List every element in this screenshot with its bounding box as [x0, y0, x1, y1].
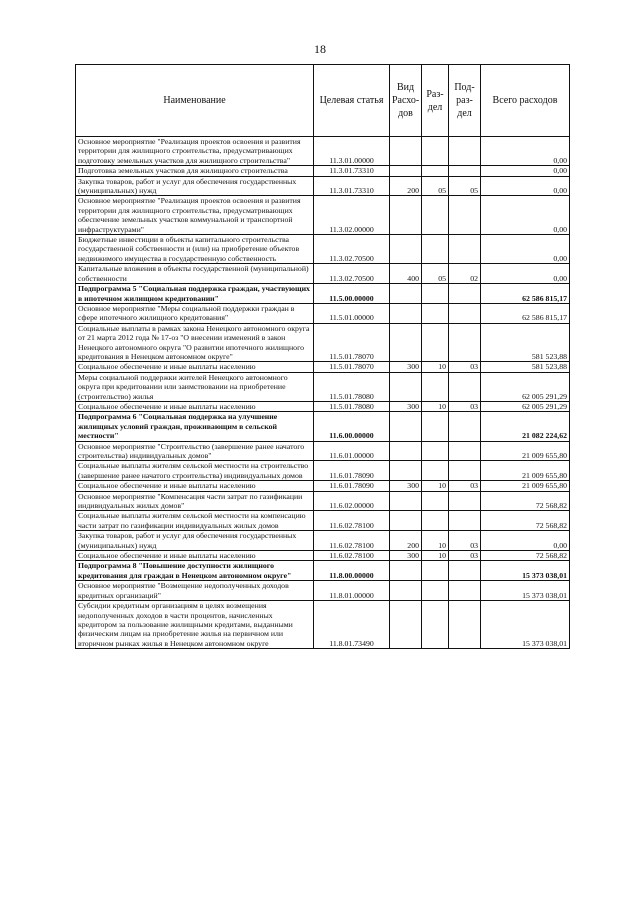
cell-name: Основное мероприятие "Меры социальной поддержки граждан в сфере ипотечного жилищного кредитования": [76, 303, 314, 323]
cell-code: 11.3.02.70500: [314, 235, 390, 264]
cell-vid: [390, 235, 422, 264]
cell-podrazdel: [449, 441, 481, 461]
cell-total: 0,00: [481, 264, 570, 284]
table-row: [76, 323, 570, 362]
header-vid: Вид Расхо-дов: [390, 65, 422, 137]
cell-code: 11.5.01.78080: [314, 372, 390, 401]
cell-vid: [390, 372, 422, 401]
cell-total: 21 009 655,80: [481, 461, 570, 481]
cell-name: Основное мероприятие "Возмещение недополученных доходов кредитных организаций": [76, 581, 314, 601]
table-row: [76, 461, 570, 481]
cell-total: 72 568,82: [481, 551, 570, 561]
table-row: [76, 531, 570, 551]
cell-code: 11.5.01.00000: [314, 303, 390, 323]
cell-total: 72 568,82: [481, 491, 570, 511]
cell-total: 62 005 291,29: [481, 401, 570, 411]
cell-name: Социальные выплаты в рамках закона Ненецкого автономного округа от 21 марта 2012 года № 17-оз "О внесении изменений в закон Ненецкого автономного округа "О развитии ипотечного жилищного кредитования в Ненецком автономном округе": [76, 323, 314, 362]
cell-name: Социальное обеспечение и иные выплаты населению: [76, 362, 314, 372]
cell-total: 21 082 224,62: [481, 412, 570, 441]
cell-vid: [390, 581, 422, 601]
cell-razdel: [422, 412, 449, 441]
cell-podrazdel: [449, 372, 481, 401]
cell-podrazdel: [449, 166, 481, 176]
cell-name: Основное мероприятие "Реализация проектов освоения и развития территории для жилищного строительства, предусматривающих обеспечение земельных участков коммунальной и транспортной инфраструктурами": [76, 196, 314, 235]
cell-podrazdel: [449, 303, 481, 323]
cell-code: 11.5.00.00000: [314, 284, 390, 304]
cell-vid: 200: [390, 531, 422, 551]
cell-podrazdel: 03: [449, 362, 481, 372]
cell-razdel: 10: [422, 481, 449, 491]
cell-razdel: 05: [422, 176, 449, 196]
cell-podrazdel: [449, 235, 481, 264]
cell-code: 11.6.01.78090: [314, 461, 390, 481]
cell-total: 0,00: [481, 137, 570, 166]
cell-code: 11.3.01.73310: [314, 176, 390, 196]
cell-total: 0,00: [481, 531, 570, 551]
cell-podrazdel: 03: [449, 401, 481, 411]
table-row: [76, 441, 570, 461]
cell-name: Подпрограмма 6 "Социальная поддержка на улучшение жилищных условий граждан, проживающим в сельской местности": [76, 412, 314, 441]
cell-total: 21 009 655,80: [481, 441, 570, 461]
cell-vid: [390, 284, 422, 304]
cell-razdel: 10: [422, 551, 449, 561]
cell-vid: [390, 441, 422, 461]
cell-total: 62 586 815,17: [481, 284, 570, 304]
cell-vid: 300: [390, 551, 422, 561]
table-row: [76, 401, 570, 411]
cell-code: 11.3.01.00000: [314, 137, 390, 166]
table-row: [76, 491, 570, 511]
table-row: [76, 511, 570, 531]
cell-name: Социальные выплаты жителям сельской местности на строительство (завершение ранее начатого строительства) индивидуальных домов: [76, 461, 314, 481]
cell-code: 11.8.00.00000: [314, 561, 390, 581]
cell-podrazdel: [449, 284, 481, 304]
cell-podrazdel: [449, 511, 481, 531]
header-razdel: Раз-дел: [422, 65, 449, 137]
cell-total: 581 523,88: [481, 362, 570, 372]
header-name: Наименование: [76, 65, 314, 137]
cell-code: 11.5.01.78070: [314, 323, 390, 362]
cell-total: 0,00: [481, 166, 570, 176]
cell-vid: [390, 323, 422, 362]
cell-total: 62 005 291,29: [481, 372, 570, 401]
cell-code: 11.6.01.00000: [314, 441, 390, 461]
cell-total: 0,00: [481, 235, 570, 264]
cell-vid: 300: [390, 401, 422, 411]
cell-podrazdel: [449, 196, 481, 235]
cell-name: Основное мероприятие "Реализация проектов освоения и развития территории для жилищного строительства, предусматривающих подготовку земельных участков для жилищного строительства": [76, 137, 314, 166]
cell-name: Подпрограмма 5 "Социальная поддержка граждан, участвующих в ипотечном жилищном кредитовании": [76, 284, 314, 304]
cell-name: Бюджетные инвестиции в объекты капитального строительства государственной собственности и (или) на приобретение объектов недвижимого имущества в государственную собственность: [76, 235, 314, 264]
cell-vid: [390, 196, 422, 235]
cell-razdel: [422, 561, 449, 581]
cell-vid: [390, 303, 422, 323]
table-row: [76, 362, 570, 372]
cell-vid: [390, 601, 422, 649]
cell-name: Подпрограмма 8 "Повышение доступности жилищного кредитования для граждан в Ненецком автономном округе": [76, 561, 314, 581]
cell-podrazdel: [449, 461, 481, 481]
cell-name: Социальное обеспечение и иные выплаты населению: [76, 401, 314, 411]
header-podrazdel: Под-раз-дел: [449, 65, 481, 137]
cell-code: 11.3.01.73310: [314, 166, 390, 176]
cell-razdel: [422, 323, 449, 362]
table-row: [76, 581, 570, 601]
cell-razdel: [422, 284, 449, 304]
cell-code: 11.6.02.78100: [314, 511, 390, 531]
cell-name: Социальные выплаты жителям сельской местности на компенсацию части затрат по газификации индивидуальных жилых домов: [76, 511, 314, 531]
table-row: [76, 264, 570, 284]
cell-podrazdel: [449, 137, 481, 166]
table-row: [76, 601, 570, 649]
cell-code: 11.3.02.00000: [314, 196, 390, 235]
cell-podrazdel: 03: [449, 531, 481, 551]
cell-podrazdel: 03: [449, 551, 481, 561]
table-row: [76, 176, 570, 196]
cell-code: 11.6.01.78090: [314, 481, 390, 491]
cell-razdel: [422, 303, 449, 323]
budget-table: [75, 64, 570, 649]
cell-code: 11.8.01.00000: [314, 581, 390, 601]
cell-razdel: [422, 581, 449, 601]
cell-vid: 400: [390, 264, 422, 284]
header-row: [76, 65, 570, 137]
cell-vid: [390, 491, 422, 511]
cell-razdel: 10: [422, 401, 449, 411]
table-body: [76, 137, 570, 649]
table-row: [76, 166, 570, 176]
cell-total: 15 373 038,01: [481, 561, 570, 581]
page-number: 18: [314, 42, 326, 56]
cell-razdel: [422, 461, 449, 481]
cell-code: 11.6.02.78100: [314, 531, 390, 551]
cell-razdel: [422, 372, 449, 401]
cell-razdel: [422, 511, 449, 531]
header-code: Целевая статья: [314, 65, 390, 137]
table-row: [76, 372, 570, 401]
cell-vid: [390, 412, 422, 441]
cell-razdel: 05: [422, 264, 449, 284]
cell-code: 11.8.01.73490: [314, 601, 390, 649]
cell-razdel: 10: [422, 531, 449, 551]
table-row: [76, 561, 570, 581]
cell-podrazdel: [449, 491, 481, 511]
cell-name: Основное мероприятие "Строительство (завершение ранее начатого строительства) индивидуальных домов": [76, 441, 314, 461]
cell-vid: [390, 461, 422, 481]
cell-podrazdel: [449, 561, 481, 581]
table-row: [76, 551, 570, 561]
cell-total: 15 373 038,01: [481, 581, 570, 601]
cell-name: Субсидии кредитным организациям в целях возмещения недополученных доходов в части процентов, начисленных кредитором за пользование жилищными кредитами, выданными физическим лицам на приобретение жилья на первичном или вторичном рынках жилья в Ненецком автономном округе: [76, 601, 314, 649]
cell-total: 581 523,88: [481, 323, 570, 362]
cell-vid: [390, 561, 422, 581]
cell-code: 11.5.01.78070: [314, 362, 390, 372]
cell-vid: [390, 166, 422, 176]
cell-name: Подготовка земельных участков для жилищного строительства: [76, 166, 314, 176]
cell-vid: 300: [390, 362, 422, 372]
cell-total: 21 009 655,80: [481, 481, 570, 491]
cell-podrazdel: 03: [449, 481, 481, 491]
table-row: [76, 235, 570, 264]
cell-total: 72 568,82: [481, 511, 570, 531]
table-row: [76, 303, 570, 323]
cell-code: 11.3.02.70500: [314, 264, 390, 284]
table-row: [76, 284, 570, 304]
cell-code: 11.6.00.00000: [314, 412, 390, 441]
cell-total: 62 586 815,17: [481, 303, 570, 323]
table-row: [76, 412, 570, 441]
cell-code: 11.6.02.78100: [314, 551, 390, 561]
cell-name: Закупка товаров, работ и услуг для обеспечения государственных (муниципальных) нужд: [76, 176, 314, 196]
cell-podrazdel: [449, 601, 481, 649]
cell-podrazdel: [449, 412, 481, 441]
cell-name: Закупка товаров, работ и услуг для обеспечения государственных (муниципальных) нужд: [76, 531, 314, 551]
cell-name: Социальное обеспечение и иные выплаты населению: [76, 481, 314, 491]
cell-code: 11.5.01.78080: [314, 401, 390, 411]
cell-razdel: [422, 235, 449, 264]
table-row: [76, 196, 570, 235]
cell-podrazdel: 05: [449, 176, 481, 196]
cell-razdel: 10: [422, 362, 449, 372]
cell-name: Капитальные вложения в объекты государственной (муниципальной) собственности: [76, 264, 314, 284]
cell-razdel: [422, 601, 449, 649]
cell-vid: 300: [390, 481, 422, 491]
cell-razdel: [422, 196, 449, 235]
cell-razdel: [422, 166, 449, 176]
header-total: Всего расходов: [481, 65, 570, 137]
cell-name: Социальное обеспечение и иные выплаты населению: [76, 551, 314, 561]
cell-podrazdel: [449, 323, 481, 362]
cell-name: Основное мероприятие "Компенсация части затрат по газификации индивидуальных жилых домов": [76, 491, 314, 511]
cell-total: 0,00: [481, 176, 570, 196]
cell-razdel: [422, 491, 449, 511]
cell-name: Меры социальной поддержки жителей Ненецкого автономного округа при кредитовании или заимствовании на приобретение (строительство) жилья: [76, 372, 314, 401]
cell-vid: [390, 511, 422, 531]
table-row: [76, 481, 570, 491]
cell-vid: 200: [390, 176, 422, 196]
cell-total: 0,00: [481, 196, 570, 235]
cell-code: 11.6.02.00000: [314, 491, 390, 511]
cell-podrazdel: 02: [449, 264, 481, 284]
cell-vid: [390, 137, 422, 166]
table-row: [76, 137, 570, 166]
cell-razdel: [422, 441, 449, 461]
cell-podrazdel: [449, 581, 481, 601]
cell-total: 15 373 038,01: [481, 601, 570, 649]
cell-razdel: [422, 137, 449, 166]
